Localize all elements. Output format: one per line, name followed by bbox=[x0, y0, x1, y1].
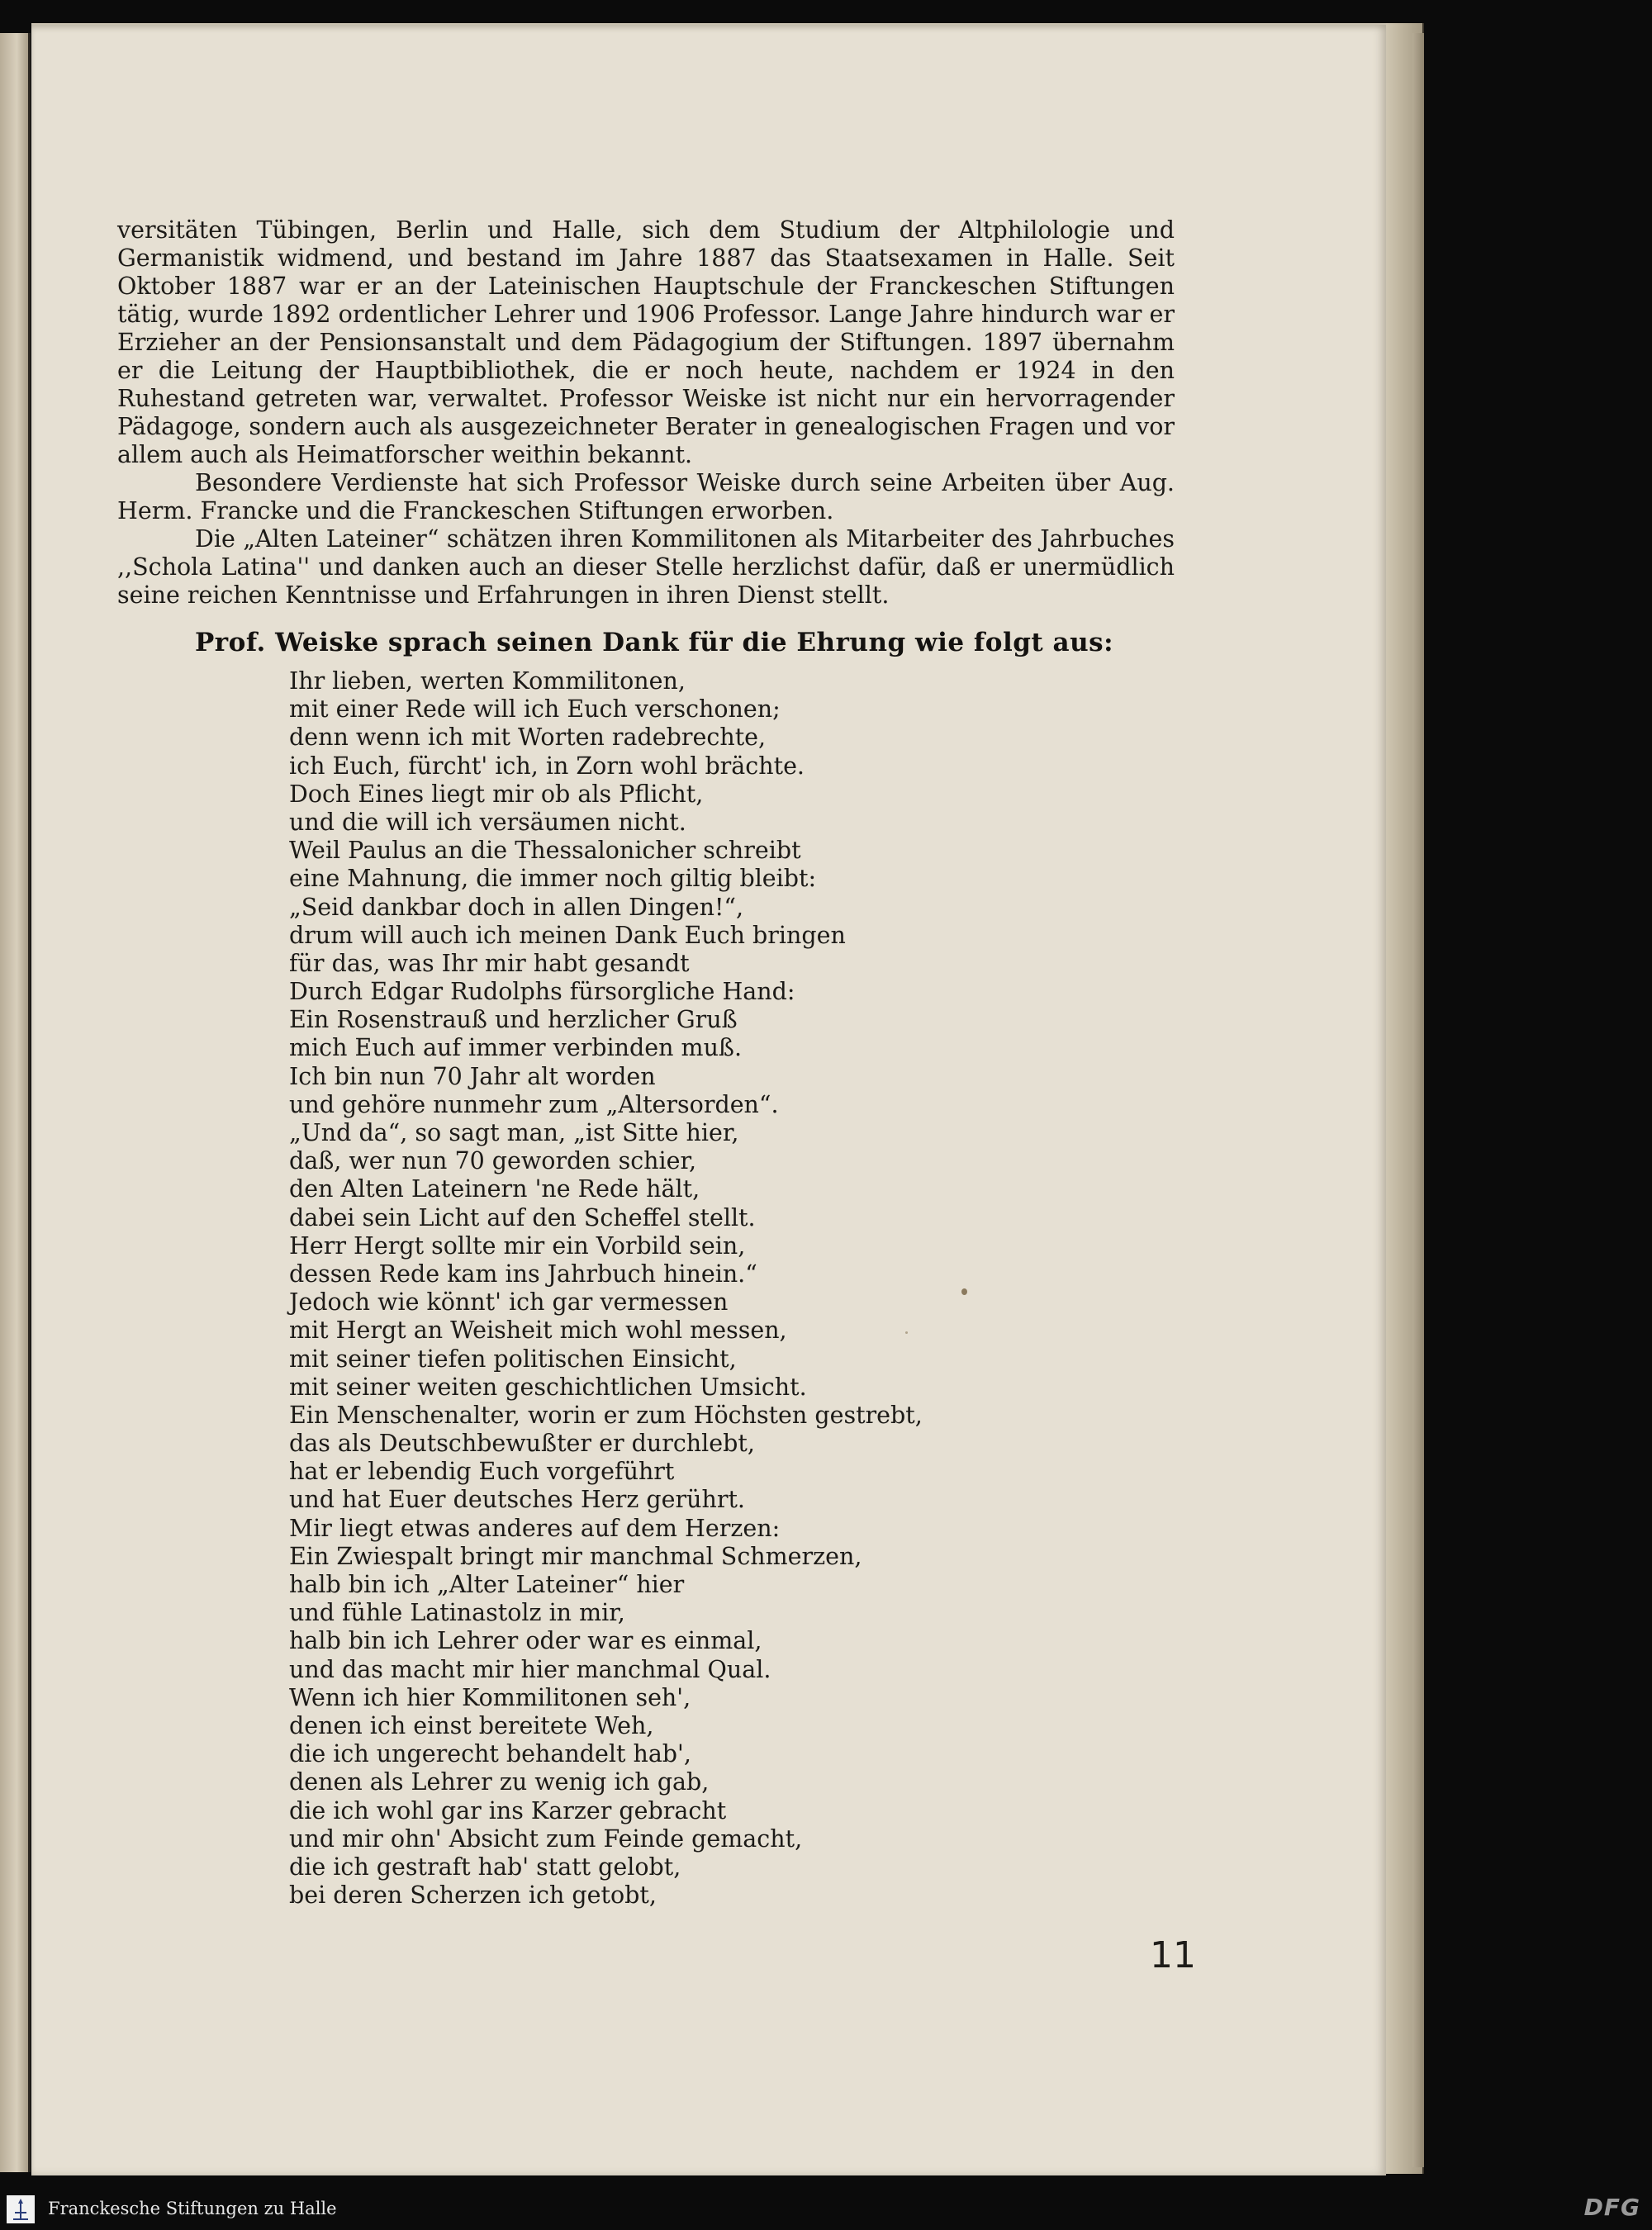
left-page-edge bbox=[0, 33, 31, 2172]
prose-paragraph: Die „Alten Lateiner“ schätzen ihren Kommilitonen als Mitarbeiter des Jahrbuches ,,Schola Latina'' und danken auch an dieser Stelle herzlichst dafür, daß er unermüdlich seine reichen Kenntnisse und Erfahrungen in ihren Dienst stellt. bbox=[117, 525, 1175, 609]
poem-line: hat er lebendig Euch vorgeführt bbox=[289, 1458, 675, 1486]
dfg-logo: DFG bbox=[1583, 2194, 1640, 2221]
poem-line: Doch Eines liegt mir ob als Pflicht, bbox=[289, 780, 704, 808]
poem-line: und mir ohn' Absicht zum Feinde gemacht, bbox=[289, 1824, 803, 1853]
poem-line: Ich bin nun 70 Jahr alt worden bbox=[289, 1062, 656, 1090]
poem bbox=[289, 667, 1049, 1910]
poem-line: denn wenn ich mit Worten radebrechte, bbox=[289, 724, 767, 752]
poem-line: halb bin ich Lehrer oder war es einmal, bbox=[289, 1627, 762, 1655]
poem-line: Ein Zwiespalt bringt mir manchmal Schmerzen, bbox=[289, 1542, 862, 1570]
prose-paragraph: versitäten Tübingen, Berlin und Halle, sich dem Studium der Altphilologie und Germanistik widmend, und bestand im Jahre 1887 das Staatsexamen in Halle. Seit Oktober 1887 war er an der Lateinischen Hauptschule der Franckeschen Stiftungen tätig, wurde 1892 ordentlicher Lehrer und 1906 Professor. Lange Jahre hindurch war er Erzieher an der Pensionsanstalt und dem Pädagogium der Stiftungen. 1897 übernahm er die Leitung der Hauptbibliothek, die er noch heute, nachdem er 1924 in den Ruhestand getreten war, verwaltet. Professor Weiske ist nicht nur ein hervorragender Pädagoge, sondern auch als ausgezeichneter Berater in genealogischen Fragen und vor allem auch als Heimatforscher weithin bekannt. bbox=[117, 216, 1175, 468]
footer-institution-link[interactable]: Franckesche Stiftungen zu Halle bbox=[48, 2199, 337, 2218]
poem-line: denen als Lehrer zu wenig ich gab, bbox=[289, 1768, 710, 1796]
poem-line: denen ich einst bereitete Weh, bbox=[289, 1711, 654, 1739]
poem-line: und die will ich versäumen nicht. bbox=[289, 808, 686, 836]
poem-line: eine Mahnung, die immer noch giltig bleibt: bbox=[289, 865, 817, 893]
poem-line: Herr Hergt sollte mir ein Vorbild sein, bbox=[289, 1231, 746, 1260]
poem-line: und fühle Latinastolz in mir, bbox=[289, 1599, 625, 1627]
poem-line: die ich ungerecht behandelt hab', bbox=[289, 1740, 691, 1768]
footer-bar bbox=[0, 2185, 1652, 2230]
poem-line: und gehöre nunmehr zum „Altersorden“. bbox=[289, 1090, 779, 1118]
poem-line: und hat Euer deutsches Herz gerührt. bbox=[289, 1486, 745, 1514]
poem-line: Durch Edgar Rudolphs fürsorgliche Hand: bbox=[289, 978, 795, 1006]
poem-line: mit seiner weiten geschichtlichen Umsicht. bbox=[289, 1373, 807, 1401]
poem-line: mit Hergt an Weisheit mich wohl messen, bbox=[289, 1317, 787, 1345]
poem-line: bei deren Scherzen ich getobt, bbox=[289, 1881, 657, 1910]
poem-line: Ein Rosenstrauß und herzlicher Gruß bbox=[289, 1006, 738, 1034]
poem-line: die ich wohl gar ins Karzer gebracht bbox=[289, 1796, 727, 1824]
poem-line: den Alten Lateinern 'ne Rede hält, bbox=[289, 1175, 700, 1203]
poem-line: daß, wer nun 70 geworden schier, bbox=[289, 1147, 697, 1175]
poem-line: für das, was Ihr mir habt gesandt bbox=[289, 949, 690, 977]
poem-line: und das macht mir hier manchmal Qual. bbox=[289, 1655, 771, 1683]
poem-line: „Seid dankbar doch in allen Dingen!“, bbox=[289, 893, 744, 921]
book-fore-edge-shadow bbox=[1412, 33, 1424, 2167]
poem-line: das als Deutschbewußter er durchlebt, bbox=[289, 1430, 755, 1458]
poem-line: drum will auch ich meinen Dank Euch bringen bbox=[289, 921, 846, 949]
franckesche-stiftungen-emblem-icon[interactable] bbox=[7, 2195, 35, 2223]
poem-line: dabei sein Licht auf den Scheffel stellt. bbox=[289, 1203, 756, 1231]
prose-section bbox=[117, 216, 1175, 610]
speech-heading: Prof. Weiske sprach seinen Dank für die Ehrung wie folgt aus: bbox=[195, 628, 1114, 657]
poem-line: Wenn ich hier Kommilitonen seh', bbox=[289, 1683, 691, 1711]
poem-line: Mir liegt etwas anderes auf dem Herzen: bbox=[289, 1514, 781, 1542]
prose-paragraph: Besondere Verdienste hat sich Professor Weiske durch seine Arbeiten über Aug. Herm. Francke und die Franckeschen Stiftungen erworben. bbox=[117, 469, 1175, 524]
poem-line: ich Euch, fürcht' ich, in Zorn wohl brächte. bbox=[289, 752, 805, 780]
poem-line: dessen Rede kam ins Jahrbuch hinein.“ bbox=[289, 1260, 757, 1288]
poem-line: mit einer Rede will ich Euch verschonen; bbox=[289, 695, 781, 724]
poem-line: Ein Menschenalter, worin er zum Höchsten gestrebt, bbox=[289, 1401, 923, 1429]
poem-line: Weil Paulus an die Thessalonicher schreibt bbox=[289, 837, 801, 865]
poem-line: mich Euch auf immer verbinden muß. bbox=[289, 1034, 743, 1062]
page-number: 11 bbox=[1150, 1934, 1196, 1976]
poem-line: die ich gestraft hab' statt gelobt, bbox=[289, 1853, 681, 1881]
poem-line: Ihr lieben, werten Kommilitonen, bbox=[289, 667, 686, 695]
poem-line: mit seiner tiefen politischen Einsicht, bbox=[289, 1345, 737, 1373]
poem-line: halb bin ich „Alter Lateiner“ hier bbox=[289, 1571, 685, 1598]
poem-line: Jedoch wie könnt' ich gar vermessen bbox=[289, 1288, 729, 1317]
poem-line: „Und da“, so sagt man, „ist Sitte hier, bbox=[289, 1119, 739, 1146]
